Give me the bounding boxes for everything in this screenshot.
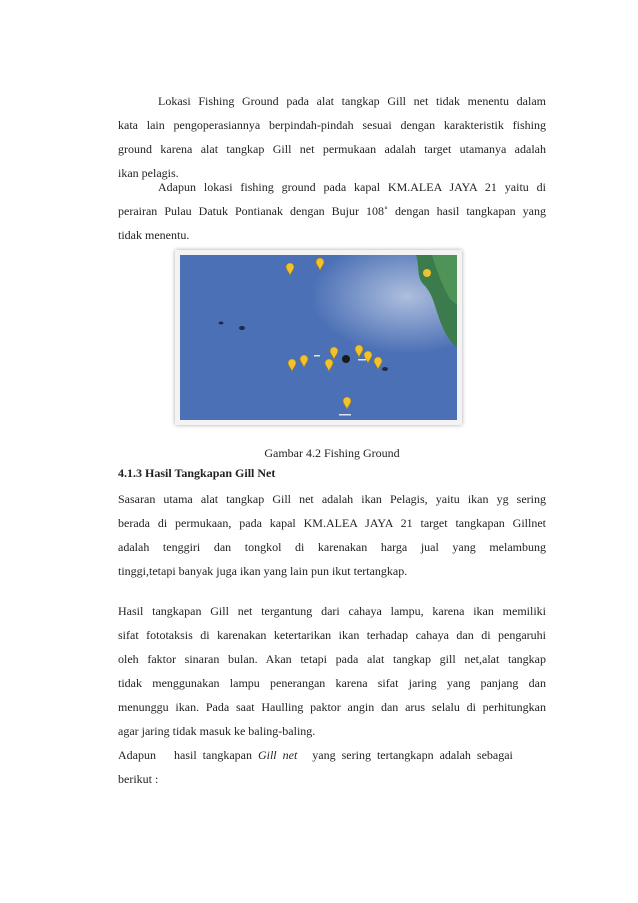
- fishing-ground-map: [180, 255, 457, 420]
- map-image: [180, 255, 457, 420]
- paragraph-4-line-1: Hasil tangkapan Gill net tergantung dari cahaya lampu, karena ikan memiliki: [118, 604, 546, 618]
- paragraph-2-line-3: tidak menentu.: [118, 228, 190, 242]
- land-marker-icon: [423, 269, 431, 277]
- island-dot: [239, 326, 245, 330]
- paragraph-1-line-1: Lokasi Fishing Ground pada alat tangkap Gill net tidak menentu dalam: [158, 94, 546, 108]
- paragraph-3-line-2: berada di permukaan, pada kapal KM.ALEA JAYA 21 target tangkapan Gillnet: [118, 516, 546, 530]
- vessel-position-dot: [342, 355, 350, 363]
- gill-net-term: Gill net: [257, 748, 298, 762]
- section-number: 4.1.3: [118, 466, 142, 480]
- paragraph-4-line-2: sifat fototaksis di karenakan ketertarikan ikan terhadap cahaya dan di pengaruhi: [118, 628, 546, 642]
- section-heading: [118, 466, 546, 481]
- fishing-ground-figure: [175, 250, 462, 425]
- paragraph-2-line-1: Adapun lokasi fishing ground pada kapal KM.ALEA JAYA 21 yaitu di: [158, 180, 546, 194]
- paragraph-3-line-3: adalah tenggiri dan tongkol di karenakan harga jual yang melambung: [118, 540, 546, 554]
- paragraph-4-line-4: tidak menggunakan lampu penerangan karena sifat jaring yang panjang dan: [118, 676, 546, 690]
- paragraph-2-line-2: perairan Pulau Datuk Pontianak dengan Bujur 108˚ dengan hasil tangkapan yang: [118, 204, 546, 218]
- paragraph-3-line-4: tinggi,tetapi banyak juga ikan yang lain pun ikut tertangkap.: [118, 564, 408, 578]
- paragraph-1-line-2: kata lain pengoperasiannya berpindah-pindah sesuai dengan karakteristik fishing: [118, 118, 546, 132]
- paragraph-1-line-4: ikan pelagis.: [118, 166, 179, 180]
- paragraph-5-text-b: yang sering tertangkapn adalah sebagai: [297, 748, 513, 762]
- paragraph-3-line-1: Sasaran utama alat tangkap Gill net adalah ikan Pelagis, yaitu ikan yg sering: [118, 492, 546, 506]
- paragraph-5-line-1: [118, 748, 546, 763]
- paragraph-5-text-a: Adapun hasil tangkapan: [118, 748, 258, 762]
- paragraph-4-line-6: agar jaring tidak masuk ke baling-baling.: [118, 724, 316, 738]
- paragraph-5-line-2: berikut :: [118, 772, 159, 786]
- paragraph-4-line-3: oleh faktor sinaran bulan. Akan tetapi pada alat tangkap gill net,alat tangkap: [118, 652, 546, 666]
- paragraph-1-line-3: ground karena alat tangkap Gill net permukaan adalah target utamanya adalah: [118, 142, 546, 156]
- figure-caption: Gambar 4.2 Fishing Ground: [264, 446, 400, 460]
- section-title: Hasil Tangkapan Gill Net: [145, 466, 276, 480]
- paragraph-4-line-5: menunggu ikan. Pada saat Haulling paktor angin dan arus selalu di perhitungkan: [118, 700, 546, 714]
